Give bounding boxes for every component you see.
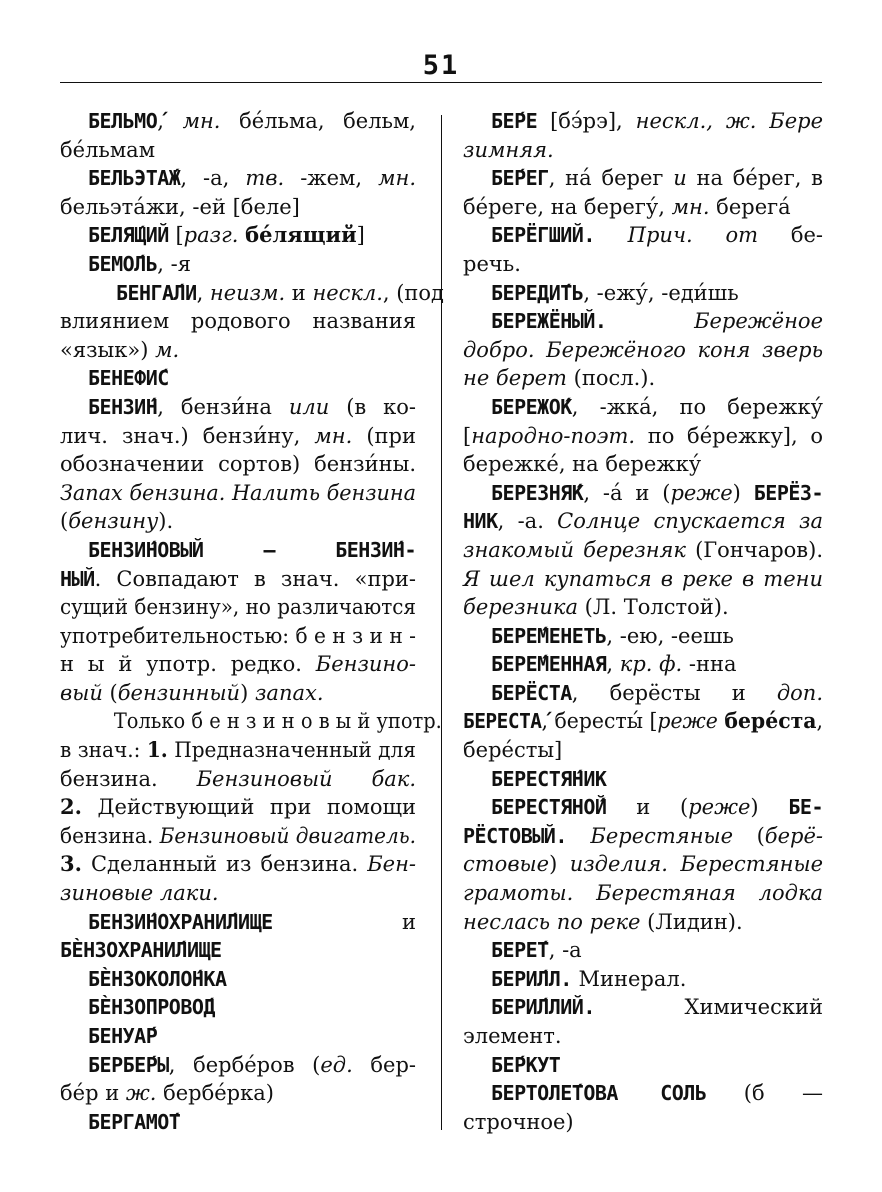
- entry-line: элемент.: [463, 1024, 562, 1048]
- entry-line: БЕМО́ЛЬ, -я: [88, 251, 191, 276]
- entry-line: БЕНЗИ́Н, бензи́на или (в ко-: [88, 394, 417, 419]
- entry-line: БЕРТОЛЕ́ТОВА СОЛЬ (б —: [491, 1081, 824, 1106]
- entry-line: БЕРИ́ЛЛИЙ. Химический: [491, 995, 823, 1020]
- entry-line: бере́сты]: [463, 738, 563, 763]
- entry-line: БЕНЕФИ́С: [88, 366, 169, 391]
- entry-line: в знач.: 1. Предназначенный для: [60, 737, 416, 763]
- dictionary-entry: [463, 221, 823, 278]
- entry-line: Запах бензина. Налить бензина: [60, 480, 416, 505]
- entry-line: БЕНЗИ́НОХРАНИ́ЛИЩЕ и: [88, 909, 416, 934]
- dictionary-entry: [60, 993, 416, 1022]
- entry-line: неслась по реке (Лидин).: [463, 909, 743, 934]
- entry-line: бе́реге, на берегу́, мн. берега́: [463, 194, 791, 219]
- dictionary-entry: [60, 364, 416, 393]
- dictionary-entry: [463, 164, 823, 221]
- entry-line: БЕРЕ́Т, -а: [491, 938, 582, 963]
- dictionary-entry: [463, 1051, 823, 1080]
- dictionary-entry: [60, 393, 416, 536]
- entry-line: БЕРЕЖО́К, -жка́, по бережку́: [491, 394, 823, 419]
- entry-line: БЕРИ́ЛЛ. Минерал.: [491, 966, 687, 991]
- entry-line: бережке́, на бережку́: [463, 452, 702, 477]
- entry-line: БЕРЕСТЯ́НИК: [491, 766, 607, 791]
- entry-line: знакомый березняк (Гончаров).: [463, 537, 823, 562]
- dictionary-entry: [60, 250, 416, 279]
- dictionary-entry: [463, 1079, 823, 1136]
- entry-line: БЀНЗОХРАНИ́ЛИЩЕ: [60, 938, 222, 963]
- entry-line: зиновые лаки.: [60, 881, 219, 906]
- dictionary-entry: [463, 679, 823, 765]
- entry-line: БЕРЕЗНЯ́К, -а́ и (реже) БЕРЁЗ-: [491, 480, 823, 505]
- dictionary-entry: [60, 107, 416, 164]
- entry-line: добро. Бережёного коня зверь: [463, 337, 824, 362]
- entry-line: БЀНЗОКОЛО́НКА: [88, 966, 227, 991]
- entry-line: БЕРЕСТА́, бересты́ [реже бере́ста,: [463, 708, 823, 734]
- entry-line: НИК, -а. Солнце спускается за: [463, 509, 824, 534]
- entry-line: «язык») м.: [60, 337, 180, 362]
- entry-line: березника (Л. Толстой).: [463, 595, 729, 620]
- entry-line: употребительностью: б е н з и н -: [60, 623, 416, 648]
- dictionary-entry: [463, 622, 823, 651]
- entry-line: бе́льмам: [60, 137, 156, 162]
- dictionary-entry: [463, 936, 823, 965]
- dictionary-entry: [463, 793, 823, 936]
- entry-line: 3. Сделанный из бензина. Бен-: [60, 851, 416, 877]
- entry-line: БЕРЕ́МЕННАЯ, кр. ф. -нна: [491, 652, 737, 677]
- dictionary-entry: [60, 707, 442, 907]
- entry-line: БЕРЁГШИЙ. Прич. от бе-: [491, 223, 823, 248]
- dictionary-entry: [60, 164, 416, 221]
- entry-line: БЕНУА́Р: [88, 1024, 158, 1048]
- entry-line: БЀНЗОПРОВО́Д: [88, 995, 215, 1020]
- entry-line: зимняя.: [463, 137, 554, 162]
- entry-line: РЁСТОВЫЙ. Берестяные (берё-: [463, 823, 823, 848]
- page-number: 51: [422, 50, 460, 81]
- entry-line: сущий бензину», но различаются: [60, 595, 416, 620]
- entry-line: [народно-поэт. по бе́режку], о: [463, 423, 823, 448]
- entry-line: БЕНГА́ЛИ, неизм. и нескл., (под: [115, 280, 444, 305]
- dictionary-entry: [60, 1051, 416, 1108]
- dictionary-entry: [463, 765, 823, 794]
- left-column: [60, 107, 444, 1136]
- entry-line: Я шел купаться в реке в тени: [463, 566, 823, 591]
- entry-line: БЕРЁСТА, берёсты и доп.: [491, 680, 824, 705]
- entry-line: речь.: [463, 251, 521, 276]
- dictionary-entry: [60, 908, 416, 965]
- dictionary-entry: [60, 1108, 416, 1137]
- dictionary-entry: [60, 965, 416, 994]
- entry-line: влиянием родового названия: [60, 309, 416, 334]
- entry-line: БЕРЕСТЯНО́Й и (реже) БЕ-: [491, 795, 823, 820]
- entry-line: бензина. Бензиновый двигатель.: [60, 823, 416, 848]
- entry-line: вый (бензинный) запах.: [60, 680, 324, 705]
- entry-line: БЕ́РЕГ, на́ берег и на бе́рег, в: [491, 166, 824, 191]
- dictionary-entry: [463, 279, 823, 308]
- entry-line: лич. знач.) бензи́ну, мн. (при: [60, 423, 416, 448]
- header-rule: [60, 82, 822, 83]
- dictionary-entry: [463, 307, 823, 393]
- dictionary-entry: [60, 279, 444, 365]
- dictionary-entry: [463, 479, 823, 622]
- dictionary-entry: [463, 993, 823, 1050]
- entry-line: БЕРЕЖЁНЫЙ. Бережёное: [491, 309, 823, 334]
- column-divider: [441, 115, 442, 1130]
- entry-line: 2. Действующий при помощи: [60, 794, 417, 820]
- entry-line: БЕРБЕ́РЫ, бербе́ров (ед. бер-: [88, 1052, 416, 1077]
- entry-line: БЕЛЯ́ЩИЙ [разг. бе́лящий]: [88, 222, 365, 248]
- dictionary-entry: [463, 650, 823, 679]
- entry-line: БЕЛЬЭТА́Ж, -а, тв. -жем, мн.: [88, 166, 416, 191]
- entry-line: Только б е н з и н о в ы й употр.: [113, 709, 442, 734]
- entry-line: строчное): [463, 1109, 574, 1134]
- entry-line: БЕНЗИ́НОВЫЙ — БЕНЗИ́Н-: [88, 537, 417, 562]
- entry-line: БЕЛЬМО́, мн. бе́льма, бельм,: [88, 109, 416, 133]
- entry-line: не берет (посл.).: [463, 366, 656, 391]
- entry-line: бензина. Бензиновый бак.: [60, 766, 416, 791]
- entry-line: обозначении сортов) бензи́ны.: [60, 452, 416, 477]
- dictionary-entry: [60, 1022, 416, 1051]
- dictionary-entry: [463, 393, 823, 479]
- dictionary-entry: [463, 965, 823, 994]
- entry-line: (бензину).: [60, 509, 174, 534]
- entry-line: БЕ́РКУТ: [491, 1052, 561, 1077]
- entry-line: БЕ́РЕ [бэ́рэ], нескл., ж. Бере: [491, 109, 823, 133]
- dictionary-entry: [60, 221, 416, 250]
- entry-line: НЫЙ. Совпадают в знач. «при-: [60, 566, 416, 591]
- dictionary-entry: [60, 536, 416, 708]
- entry-line: бе́р и ж. бербе́рка): [60, 1081, 274, 1106]
- entry-line: БЕРЕДИ́ТЬ, -ежу́, -еди́шь: [491, 280, 739, 305]
- entry-line: БЕРЕ́МЕНЕТЬ, -ею, -еешь: [491, 623, 734, 648]
- entry-line: грамоты. Берестяная лодка: [463, 881, 824, 906]
- entry-line: стовые) изделия. Берестяные: [463, 852, 823, 877]
- dictionary-entry: [463, 107, 823, 164]
- entry-line: БЕРГАМО́Т: [88, 1109, 181, 1134]
- entry-line: н ы й употр. редко. Бензино-: [60, 652, 417, 677]
- right-column: [463, 107, 823, 1136]
- entry-line: бельэта́жи, -ей [беле]: [60, 194, 300, 219]
